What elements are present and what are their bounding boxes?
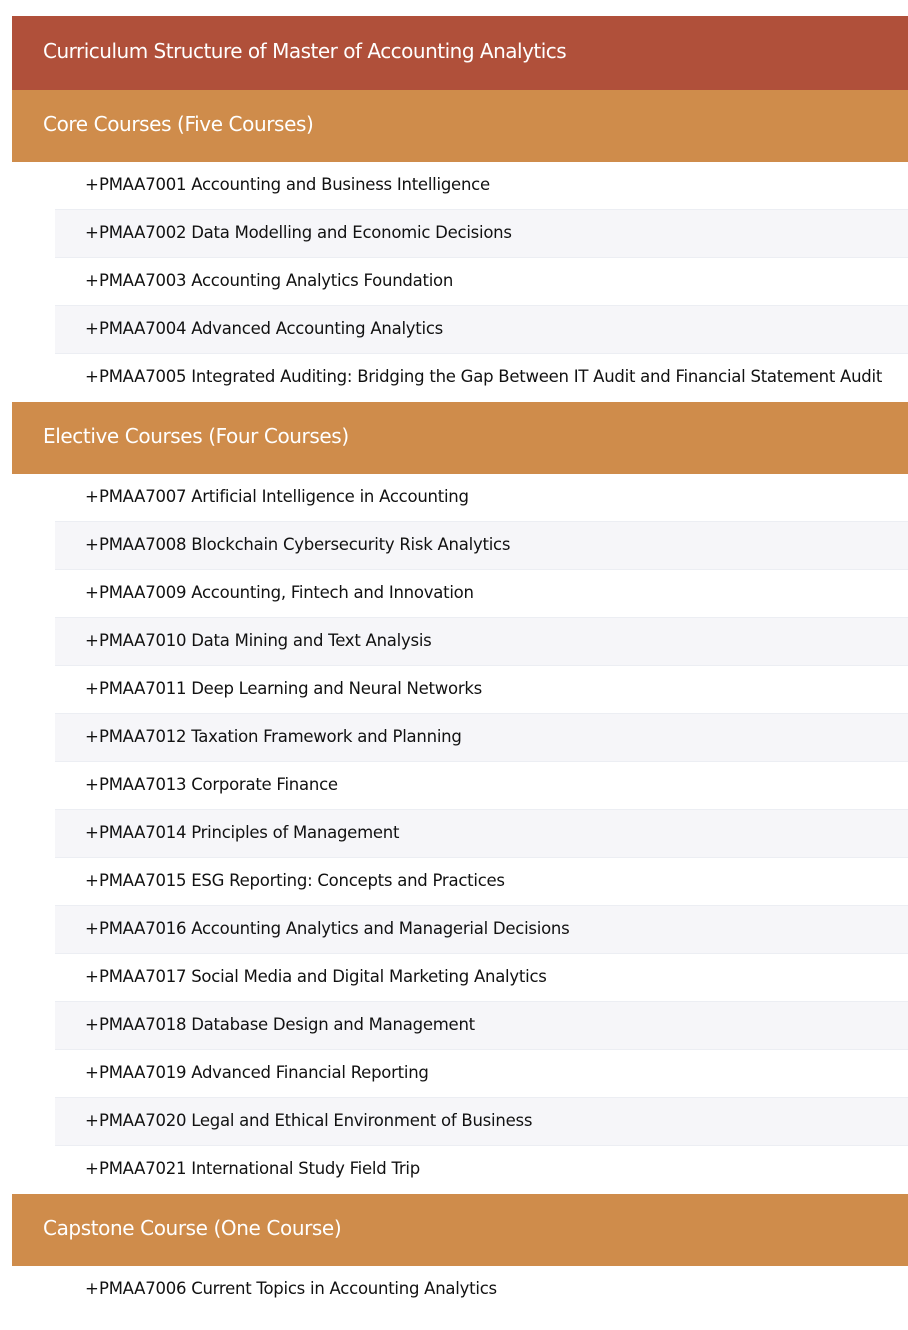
expand-plus-icon: + <box>85 319 99 338</box>
course-item[interactable] <box>55 858 908 906</box>
course-label: PMAA7008 Blockchain Cybersecurity Risk Analytics <box>99 535 511 554</box>
expand-plus-icon: + <box>85 823 99 842</box>
course-item[interactable] <box>55 762 908 810</box>
course-label: PMAA7001 Accounting and Business Intelligence <box>99 175 490 194</box>
page-title: Curriculum Structure of Master of Accounting Analytics <box>12 16 908 90</box>
course-item[interactable] <box>55 258 908 306</box>
expand-plus-icon: + <box>85 1063 99 1082</box>
course-label: PMAA7003 Accounting Analytics Foundation <box>99 271 454 290</box>
expand-plus-icon: + <box>85 967 99 986</box>
course-label: PMAA7007 Artificial Intelligence in Accounting <box>99 487 469 506</box>
curriculum-structure <box>12 16 908 1314</box>
expand-plus-icon: + <box>85 487 99 506</box>
course-label: PMAA7002 Data Modelling and Economic Decisions <box>99 223 512 242</box>
course-label: PMAA7005 Integrated Auditing: Bridging the Gap Between IT Audit and Financial Statement Audit <box>99 367 883 386</box>
course-label: PMAA7004 Advanced Accounting Analytics <box>99 319 444 338</box>
course-label: PMAA7021 International Study Field Trip <box>99 1159 420 1178</box>
expand-plus-icon: + <box>85 1015 99 1034</box>
expand-plus-icon: + <box>85 727 99 746</box>
expand-plus-icon: + <box>85 367 99 386</box>
course-label: PMAA7009 Accounting, Fintech and Innovation <box>99 583 474 602</box>
course-item[interactable] <box>55 714 908 762</box>
course-item[interactable] <box>55 474 908 522</box>
course-list-core <box>12 162 908 402</box>
course-item[interactable] <box>55 162 908 210</box>
course-label: PMAA7016 Accounting Analytics and Managerial Decisions <box>99 919 570 938</box>
course-item[interactable] <box>55 1050 908 1098</box>
course-item[interactable] <box>55 810 908 858</box>
course-label: PMAA7015 ESG Reporting: Concepts and Practices <box>99 871 505 890</box>
course-item[interactable] <box>55 954 908 1002</box>
expand-plus-icon: + <box>85 175 99 194</box>
expand-plus-icon: + <box>85 583 99 602</box>
expand-plus-icon: + <box>85 631 99 650</box>
expand-plus-icon: + <box>85 271 99 290</box>
course-list-capstone <box>12 1266 908 1314</box>
course-item[interactable] <box>55 1266 908 1314</box>
section-header-capstone: Capstone Course (One Course) <box>12 1194 908 1266</box>
course-label: PMAA7014 Principles of Management <box>99 823 400 842</box>
course-label: PMAA7006 Current Topics in Accounting Analytics <box>99 1279 497 1298</box>
section-header-core: Core Courses (Five Courses) <box>12 90 908 162</box>
expand-plus-icon: + <box>85 919 99 938</box>
expand-plus-icon: + <box>85 871 99 890</box>
expand-plus-icon: + <box>85 223 99 242</box>
course-item[interactable] <box>55 1146 908 1194</box>
expand-plus-icon: + <box>85 775 99 794</box>
course-label: PMAA7017 Social Media and Digital Marketing Analytics <box>99 967 547 986</box>
expand-plus-icon: + <box>85 1159 99 1178</box>
expand-plus-icon: + <box>85 679 99 698</box>
course-list-elective <box>12 474 908 1194</box>
course-label: PMAA7013 Corporate Finance <box>99 775 338 794</box>
expand-plus-icon: + <box>85 1279 99 1298</box>
course-label: PMAA7019 Advanced Financial Reporting <box>99 1063 429 1082</box>
course-item[interactable] <box>55 1098 908 1146</box>
course-label: PMAA7011 Deep Learning and Neural Networks <box>99 679 483 698</box>
course-item[interactable] <box>55 354 908 402</box>
course-item[interactable] <box>55 522 908 570</box>
expand-plus-icon: + <box>85 535 99 554</box>
course-item[interactable] <box>55 618 908 666</box>
course-label: PMAA7020 Legal and Ethical Environment of Business <box>99 1111 533 1130</box>
course-item[interactable] <box>55 306 908 354</box>
course-item[interactable] <box>55 666 908 714</box>
course-label: PMAA7012 Taxation Framework and Planning <box>99 727 462 746</box>
expand-plus-icon: + <box>85 1111 99 1130</box>
course-item[interactable] <box>55 1002 908 1050</box>
course-item[interactable] <box>55 210 908 258</box>
course-item[interactable] <box>55 570 908 618</box>
course-item[interactable] <box>55 906 908 954</box>
course-label: PMAA7018 Database Design and Management <box>99 1015 475 1034</box>
course-label: PMAA7010 Data Mining and Text Analysis <box>99 631 432 650</box>
section-header-elective: Elective Courses (Four Courses) <box>12 402 908 474</box>
